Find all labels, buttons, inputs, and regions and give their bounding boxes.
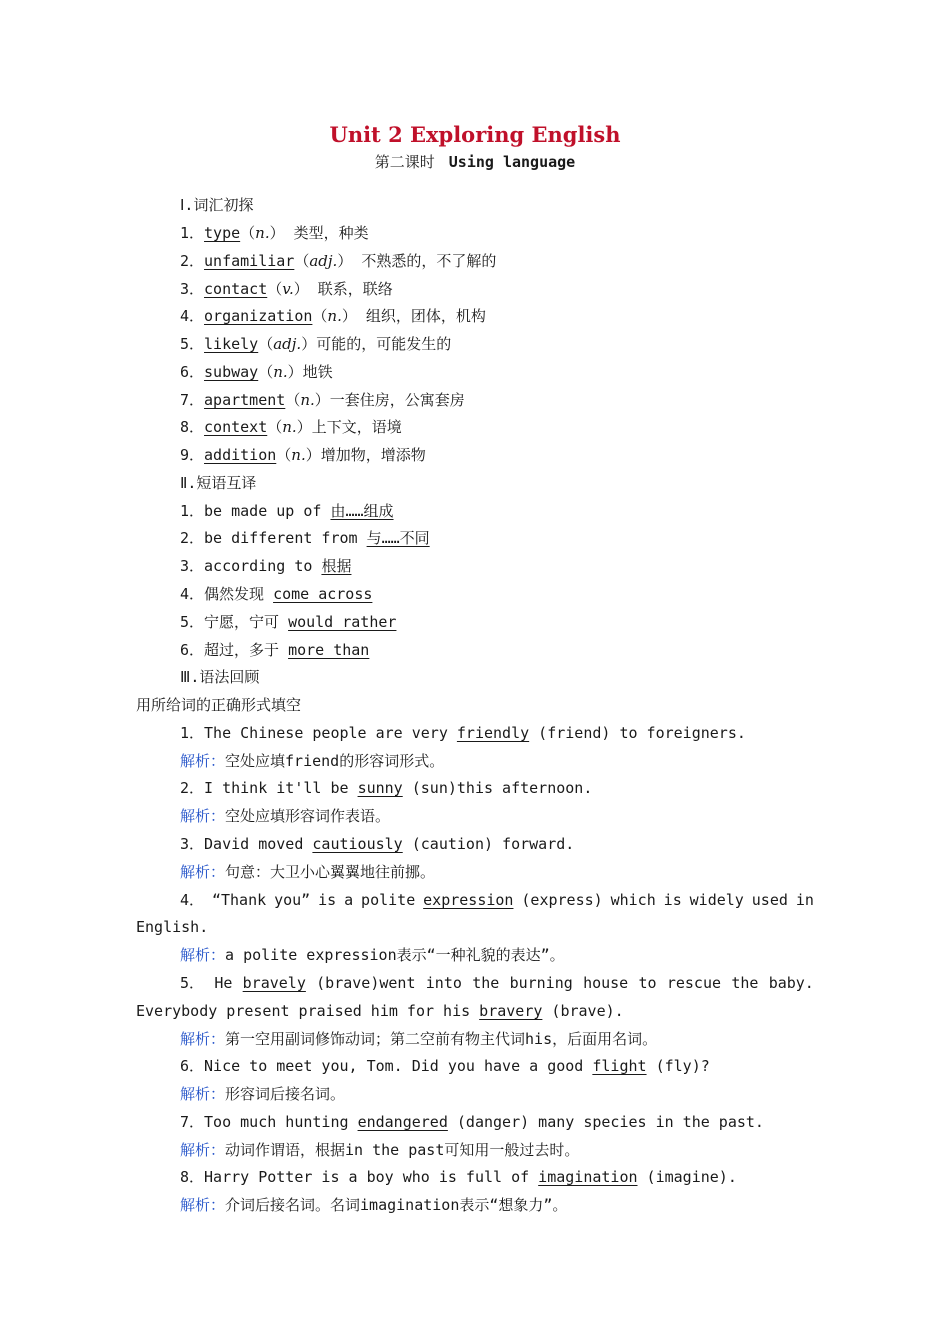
section-heading-vocab: Ⅰ.词汇初探 (180, 196, 254, 214)
question-5-continued: Everybody present praised him for his bravery (brave). (136, 1002, 624, 1020)
phrase-item: 4．偶然发现 come across (180, 585, 373, 603)
question-8: 8．Harry Potter is a boy who is full of imagination (imagine). (180, 1168, 737, 1186)
subtitle-en: Using language (448, 153, 576, 171)
vocab-item: 4．organization（n.） 组织，团体，机构 (180, 307, 486, 325)
page-subtitle (0, 152, 950, 172)
question-3: 3．David moved cautiously (caution) forward. (180, 835, 575, 853)
question-4: 4． “Thank you” is a polite expression (express) which is widely used in (180, 891, 814, 909)
analysis-5: 解析：第一空用副词修饰动词；第二空前有物主代词his，后面用名词。 (180, 1030, 658, 1048)
question-7: 7．Too much hunting endangered (danger) many species in the past. (180, 1113, 764, 1131)
question-1: 1．The Chinese people are very friendly (friend) to foreigners. (180, 724, 746, 742)
vocab-item: 3．contact（v.） 联系，联络 (180, 280, 393, 298)
analysis-7: 解析：动词作谓语，根据in the past可知用一般过去时。 (180, 1141, 580, 1159)
analysis-3: 解析：句意：大卫小心翼翼地往前挪。 (180, 863, 436, 881)
subtitle-cn: 第二课时 (374, 153, 435, 171)
vocab-item: 7．apartment（n.）一套住房，公寓套房 (180, 391, 465, 409)
phrase-item: 1．be made up of 由……组成 (180, 502, 394, 520)
vocab-item: 9．addition（n.）增加物，增添物 (180, 446, 426, 464)
analysis-2: 解析：空处应填形容词作表语。 (180, 807, 391, 825)
section-heading-phrases: Ⅱ.短语互译 (180, 474, 257, 492)
page-title: Unit 2 Exploring English (329, 122, 621, 147)
question-4-continued: English. (136, 918, 209, 936)
vocab-item: 6．subway（n.）地铁 (180, 363, 333, 381)
vocab-item: 5．likely（adj.）可能的，可能发生的 (180, 335, 452, 353)
vocab-item: 2．unfamiliar（adj.） 不熟悉的，不了解的 (180, 252, 497, 270)
question-6: 6．Nice to meet you, Tom. Did you have a good flight (fly)? (180, 1057, 710, 1075)
phrase-item: 2．be different from 与……不同 (180, 529, 430, 547)
analysis-6: 解析：形容词后接名词。 (180, 1085, 346, 1103)
vocab-item: 1．type（n.） 类型，种类 (180, 224, 369, 242)
analysis-1: 解析：空处应填friend的形容词形式。 (180, 752, 445, 770)
phrase-item: 6．超过，多于 more than (180, 641, 370, 659)
question-2: 2．I think it'll be sunny (sun)this afternoon. (180, 779, 593, 797)
phrase-item: 3．according to 根据 (180, 557, 352, 575)
section-heading-grammar: Ⅲ.语法回顾 (180, 668, 260, 686)
grammar-instruction: 用所给词的正确形式填空 (136, 696, 302, 714)
vocab-item: 8．context（n.）上下文，语境 (180, 418, 402, 436)
analysis-4: 解析：a polite expression表示“一种礼貌的表达”。 (180, 946, 565, 964)
phrase-item: 5．宁愿，宁可 would rather (180, 613, 397, 631)
question-5: 5． He bravely (brave)went into the burning house to rescue the baby. (180, 974, 814, 992)
analysis-8: 解析：介词后接名词。名词imagination表示“想象力”。 (180, 1196, 568, 1214)
